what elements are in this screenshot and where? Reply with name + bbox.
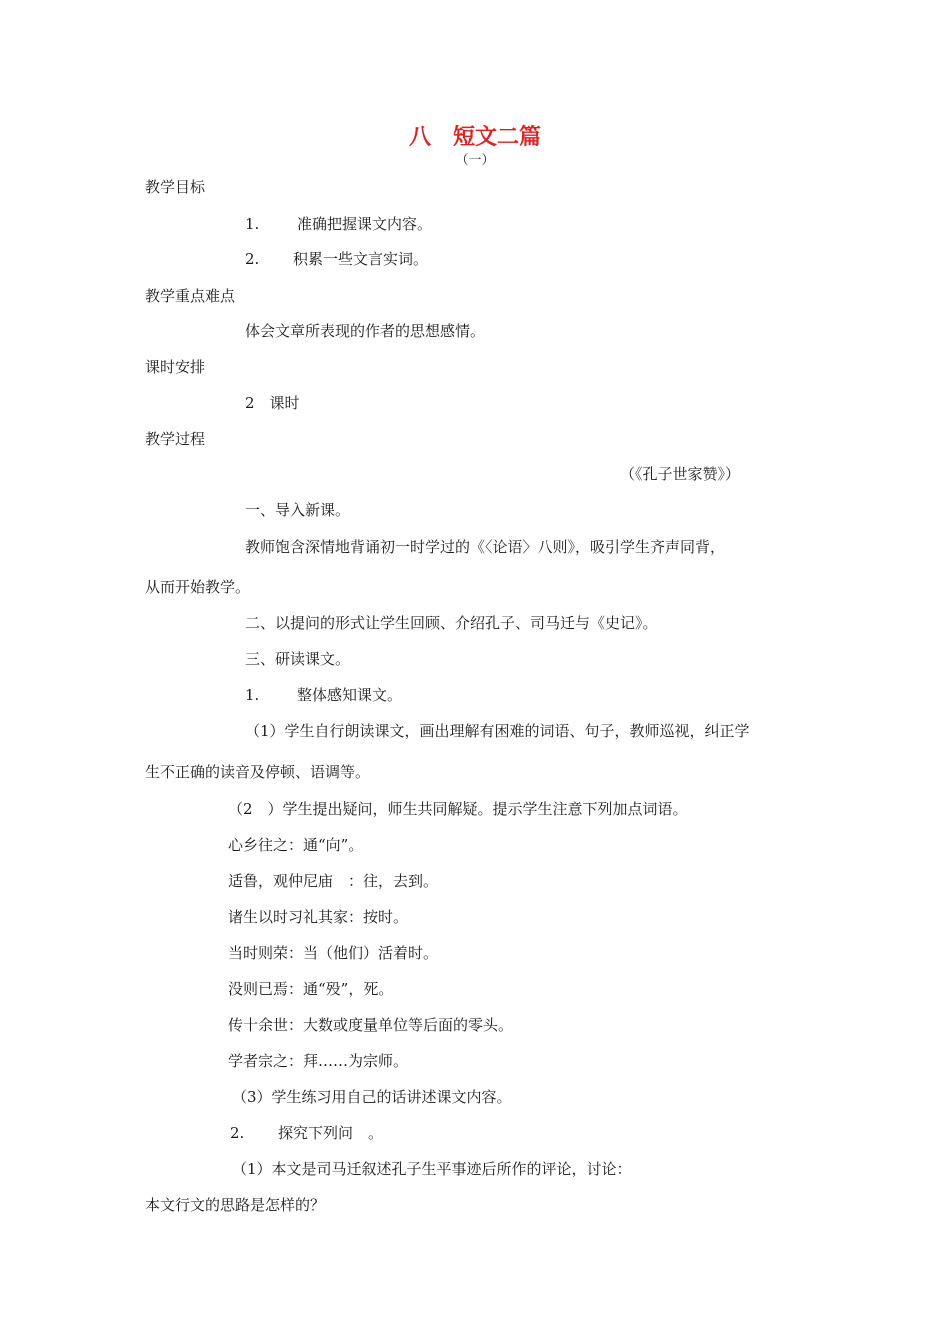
question-1-line-1: （1）本文是司马迁叙述孔子生平事迹后所作的评论，讨论： bbox=[232, 1160, 632, 1178]
paragraph-2: （2 ）学生提出疑问，师生共同解疑。提示学生注意下列加点词语。 bbox=[228, 800, 688, 818]
goal-2-number: 2. bbox=[245, 250, 260, 268]
goal-1-number: 1. bbox=[245, 215, 260, 233]
focus-text: 体会文章所表现的作者的思想感情。 bbox=[245, 322, 486, 340]
vocab-item: 诸生以时习礼其家：按时。 bbox=[228, 908, 409, 926]
sub-step-1-text: 整体感知课文。 bbox=[297, 686, 403, 704]
vocab-item: 适鲁，观仲尼庙 ：往，去到。 bbox=[228, 872, 439, 890]
goals-heading: 教学目标 bbox=[145, 178, 206, 196]
step-1-body-line-2: 从而开始教学。 bbox=[145, 578, 251, 596]
step-1-body-line-1: 教师饱含深情地背诵初一时学过的《〈论语〉八则》，吸引学生齐声同背， bbox=[245, 538, 726, 556]
sub-step-2-number: 2. bbox=[230, 1124, 245, 1142]
sub-step-2 bbox=[230, 1123, 383, 1143]
page-title: 八 短文二篇 bbox=[408, 125, 541, 150]
schedule-text: 2 课时 bbox=[245, 394, 300, 412]
focus-heading: 教学重点难点 bbox=[145, 287, 236, 305]
process-heading: 教学过程 bbox=[145, 430, 206, 448]
text-title: （《孔子世家赞》） bbox=[620, 465, 741, 483]
vocab-item: 传十余世：大数或度量单位等后面的零头。 bbox=[228, 1016, 514, 1034]
vocab-item: 当时则荣：当（他们）活着时。 bbox=[228, 944, 439, 962]
vocab-item: 心乡往之：通“向”。 bbox=[228, 836, 364, 854]
vocab-item: 没则已焉：通“殁”，死。 bbox=[228, 980, 394, 998]
step-2: 二、以提问的形式让学生回顾、介绍孔子、司马迁与《史记》。 bbox=[245, 614, 658, 632]
paragraph-3: （3）学生练习用自己的话讲述课文内容。 bbox=[232, 1088, 512, 1106]
sub-step-1 bbox=[245, 685, 402, 705]
goal-2-text: 积累一些文言实词。 bbox=[293, 250, 429, 268]
paragraph-1-line-1: （1）学生自行朗读课文，画出理解有困难的词语、句子，教师巡视，纠正学 bbox=[245, 722, 750, 740]
schedule-heading: 课时安排 bbox=[145, 358, 206, 376]
question-1-line-2: 本文行文的思路是怎样的？ bbox=[145, 1196, 326, 1214]
sub-step-2-text: 探究下列问 。 bbox=[278, 1124, 384, 1142]
goal-2 bbox=[245, 249, 428, 269]
paragraph-1-line-2: 生不正确的读音及停顿、语调等。 bbox=[145, 763, 371, 781]
goal-1-text: 准确把握课文内容。 bbox=[297, 215, 433, 233]
sub-step-1-number: 1. bbox=[245, 686, 260, 704]
step-1: 一、导入新课。 bbox=[245, 501, 351, 519]
step-3: 三、研读课文。 bbox=[245, 650, 351, 668]
page-subtitle: （一） bbox=[455, 153, 495, 168]
goal-1 bbox=[245, 214, 432, 234]
vocab-item: 学者宗之：拜……为宗师。 bbox=[228, 1052, 409, 1070]
